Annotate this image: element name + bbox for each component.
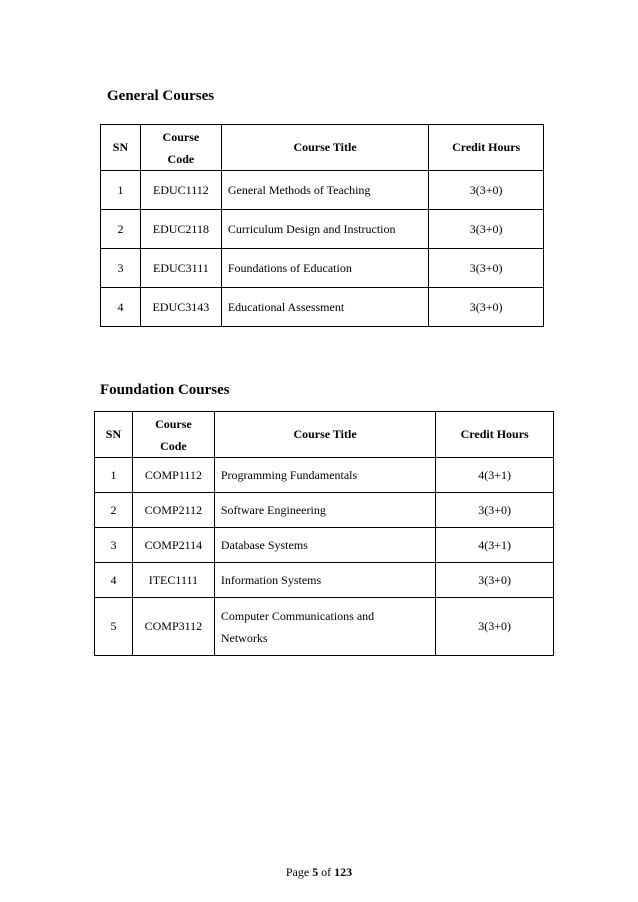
table-header-row [101, 125, 544, 171]
credit-hours-cell: 3(3+0) [436, 563, 554, 598]
sn-cell: 3 [95, 528, 133, 563]
sn-cell: 2 [101, 210, 141, 249]
course-title-cell: Programming Fundamentals [214, 458, 435, 493]
course-code-cell: COMP2112 [132, 493, 214, 528]
foundation-courses-heading: Foundation Courses [100, 382, 230, 398]
course-title-header: Course Title [214, 412, 435, 458]
course-title-cell: Curriculum Design and Instruction [221, 210, 428, 249]
table-row [95, 563, 554, 598]
course-title-header: Course Title [221, 125, 428, 171]
course-code-header-line1: Course [155, 416, 192, 431]
credit-hours-header: Credit Hours [436, 412, 554, 458]
course-code-header [140, 125, 221, 171]
foundation-courses-table [94, 411, 554, 656]
current-page-number: 5 [312, 865, 319, 879]
table-row [95, 528, 554, 563]
course-title-cell: Software Engineering [214, 493, 435, 528]
table-row [95, 458, 554, 493]
course-title-line1: Computer Communications and [220, 608, 375, 623]
course-code-cell: EDUC1112 [140, 171, 221, 210]
footer-of: of [318, 865, 335, 879]
course-code-header-line2: Code [167, 151, 195, 166]
table-row [95, 598, 554, 656]
course-code-cell: COMP1112 [132, 458, 214, 493]
sn-cell: 4 [101, 288, 141, 327]
course-code-cell: COMP3112 [132, 598, 214, 656]
sn-header: SN [95, 412, 133, 458]
sn-cell: 4 [95, 563, 133, 598]
footer-prefix: Page [285, 865, 313, 879]
course-title-cell: Information Systems [214, 563, 435, 598]
sn-cell: 5 [95, 598, 133, 656]
course-code-header-line1: Course [162, 129, 200, 144]
credit-hours-cell: 3(3+0) [436, 493, 554, 528]
sn-header: SN [101, 125, 141, 171]
credit-hours-cell: 3(3+0) [429, 210, 544, 249]
course-code-cell: EDUC3111 [140, 249, 221, 288]
credit-hours-cell: 4(3+1) [436, 458, 554, 493]
sn-cell: 3 [101, 249, 141, 288]
course-code-header [132, 412, 214, 458]
course-code-cell: EDUC2118 [140, 210, 221, 249]
course-code-header-line2: Code [160, 438, 187, 453]
credit-hours-cell: 3(3+0) [429, 171, 544, 210]
sn-cell: 1 [95, 458, 133, 493]
total-pages-number: 123 [334, 865, 353, 879]
table-header-row [95, 412, 554, 458]
page-footer [0, 865, 638, 880]
credit-hours-header: Credit Hours [429, 125, 544, 171]
credit-hours-cell: 3(3+0) [429, 288, 544, 327]
course-title-cell: Database Systems [214, 528, 435, 563]
credit-hours-cell: 3(3+0) [429, 249, 544, 288]
course-title-cell: Foundations of Education [221, 249, 428, 288]
sn-cell: 2 [95, 493, 133, 528]
general-courses-table [100, 124, 544, 327]
table-row [101, 210, 544, 249]
table-row [95, 493, 554, 528]
table-row [101, 288, 544, 327]
course-title-cell [214, 598, 435, 656]
credit-hours-cell: 4(3+1) [436, 528, 554, 563]
general-courses-heading: General Courses [107, 88, 215, 104]
course-code-cell: EDUC3143 [140, 288, 221, 327]
course-title-cell: General Methods of Teaching [221, 171, 428, 210]
table-row [101, 171, 544, 210]
sn-cell: 1 [101, 171, 141, 210]
credit-hours-cell: 3(3+0) [436, 598, 554, 656]
course-code-cell: ITEC1111 [132, 563, 214, 598]
table-row [101, 249, 544, 288]
course-title-cell: Educational Assessment [221, 288, 428, 327]
course-title-line2: Networks [220, 630, 268, 645]
course-code-cell: COMP2114 [132, 528, 214, 563]
